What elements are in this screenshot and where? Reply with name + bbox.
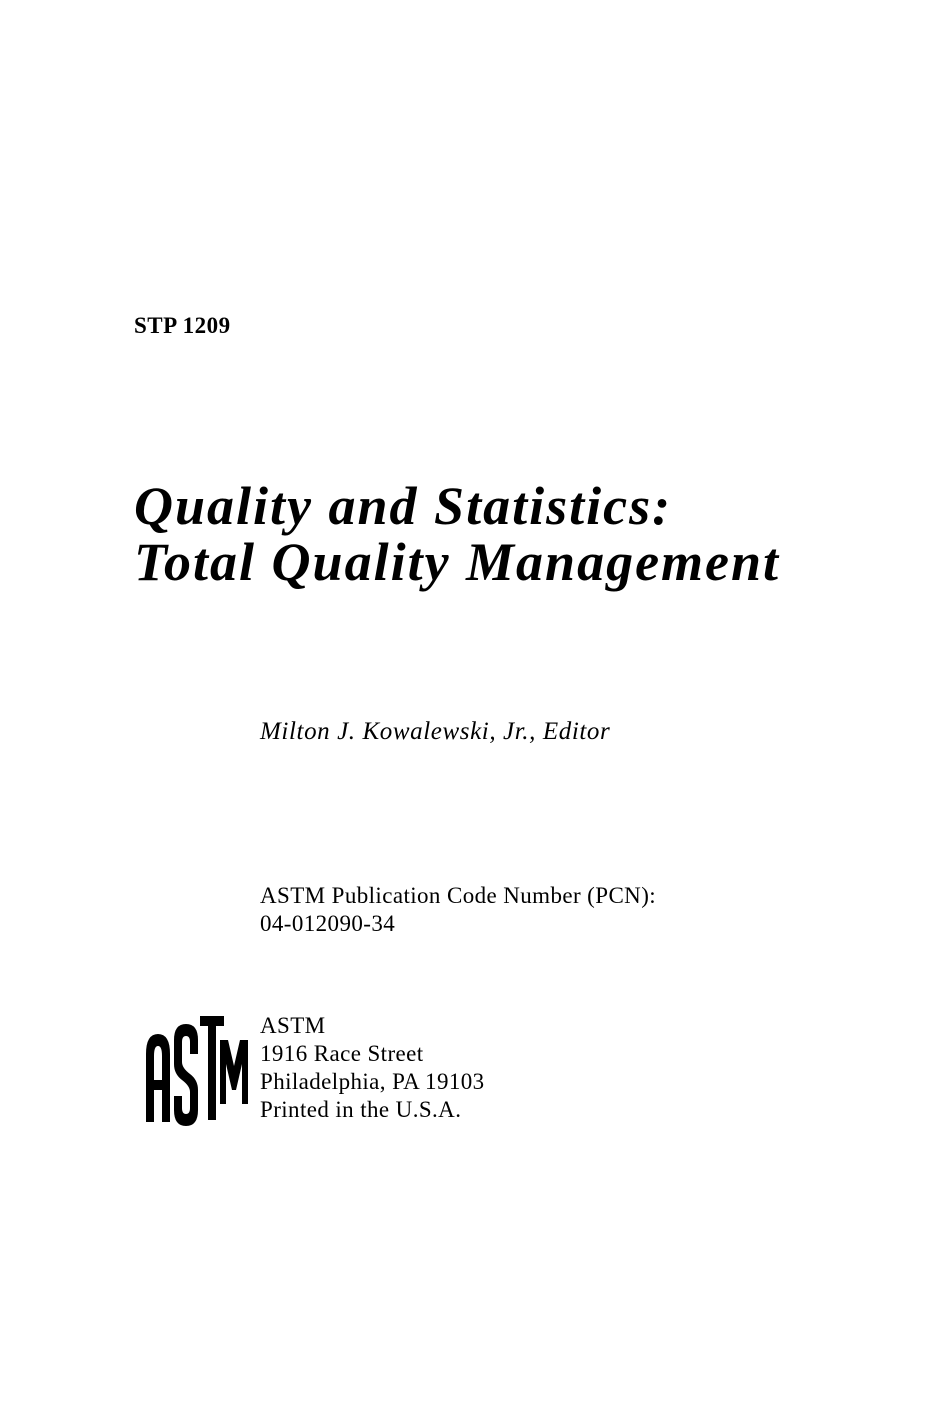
book-title-line-1: Quality and Statistics: xyxy=(134,476,673,536)
publication-code xyxy=(260,882,656,938)
astm-logo-icon xyxy=(140,1010,250,1128)
book-title-line-2: Total Quality Management xyxy=(134,532,781,592)
publisher-address xyxy=(260,1012,485,1124)
printed-location: Printed in the U.S.A. xyxy=(260,1097,462,1122)
publisher-city: Philadelphia, PA 19103 xyxy=(260,1069,485,1094)
editor-credit: Milton J. Kowalewski, Jr., Editor xyxy=(260,718,611,745)
publisher-name: ASTM xyxy=(260,1013,326,1038)
publication-code-label: ASTM Publication Code Number (PCN): xyxy=(260,883,657,908)
publication-code-number: 04-012090-34 xyxy=(260,911,396,936)
series-number: STP 1209 xyxy=(134,313,231,338)
book-title xyxy=(134,478,780,590)
publisher-street: 1916 Race Street xyxy=(260,1041,424,1066)
